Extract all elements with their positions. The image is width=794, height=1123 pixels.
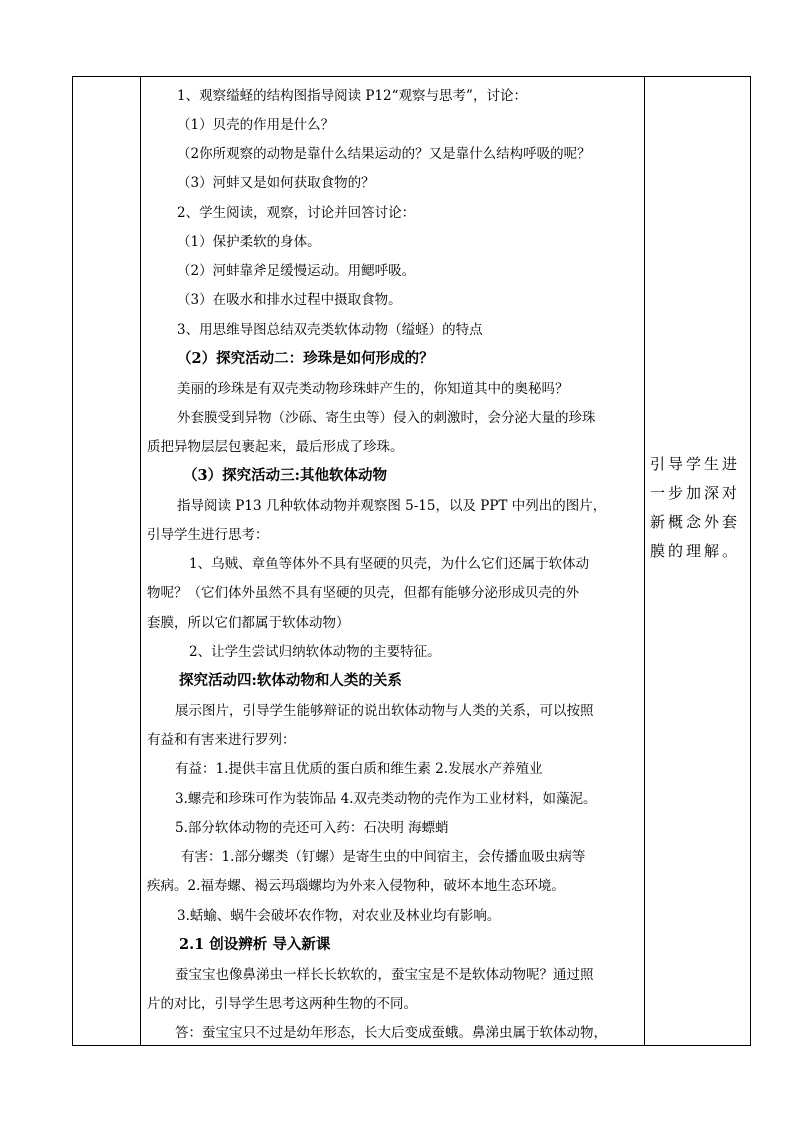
text-line: 3.螺壳和珍珠可作为装饰品 4.双壳类动物的壳作为工业材料，如藻泥。 [175, 791, 597, 807]
text-line: 3.蛞蝓、蜗牛会破坏农作物，对农业及林业均有影响。 [177, 908, 501, 924]
text-line: 疾病。2.福寿螺、褐云玛瑙螺均为外来入侵物种，破坏本地生态环境。 [147, 878, 565, 894]
text-line: （3）河蚌又是如何获取食物的？ [177, 175, 375, 191]
text-line: 蚕宝宝也像鼻涕虫一样长长软软的，蚕宝宝是不是软体动物呢？通过照 [175, 967, 594, 983]
section-heading: 2.1 创设辨析 导入新课 [179, 936, 331, 953]
text-line: 有益和有害来进行罗列： [147, 732, 296, 748]
section-heading: 探究活动四:软体动物和人类的关系 [179, 672, 402, 689]
side-note-line: 一步加深对 [650, 484, 741, 502]
text-line: （1）保护柔软的身体。 [177, 234, 321, 250]
side-note-line: 新概念外套 [650, 513, 741, 531]
text-line: 展示图片，引导学生能够辩证的说出软体动物与人类的关系，可以按照 [175, 703, 594, 719]
text-line: 2、学生阅读，观察，讨论并回答讨论： [177, 205, 416, 221]
text-line: （3）在吸水和排水过程中摄取食物。 [177, 292, 402, 308]
text-line: 2、让学生尝试归纳软体动物的主要特征。 [189, 644, 441, 660]
text-line: 外套膜受到异物（沙砾、寄生虫等）侵入的刺激时，会分泌大量的珍珠 [177, 410, 596, 426]
text-line: 美丽的珍珠是有双壳类动物珍珠蚌产生的，你知道其中的奥秘吗？ [177, 381, 569, 397]
text-line: （2你所观察的动物是靠什么结果运动的？又是靠什么结构呼吸的呢？ [177, 146, 591, 162]
text-line: 质把异物层层包裹起来，最后形成了珍珠。 [147, 439, 404, 455]
text-line: 片的对比，引导学生思考这两种生物的不同。 [147, 996, 417, 1012]
text-line: （1）贝壳的作用是什么？ [177, 117, 335, 133]
text-line: 答：蚕宝宝只不过是幼年形态，长大后变成蚕蛾。鼻涕虫属于软体动物， [175, 1025, 607, 1041]
lesson-table [72, 76, 751, 1046]
text-line: 有益：1.提供丰富且优质的蛋白质和维生素 2.发展水产养殖业 [175, 761, 543, 777]
text-line: 5.部分软体动物的壳还可入药：石决明 海螵蛸 [175, 820, 449, 836]
teaching-process-cell [141, 77, 646, 1045]
section-heading: （3）探究活动三:其他软体动物 [183, 467, 387, 484]
side-note-line: 膜的理解。 [650, 542, 741, 560]
side-note-line: 引导学生进 [650, 455, 741, 473]
text-line: （2）河蚌靠斧足缓慢运动。用鳃呼吸。 [177, 263, 416, 279]
text-line: 套膜，所以它们都属于软体动物） [147, 615, 350, 631]
text-line: 指导阅读 P13 几种软体动物并观察图 5-15，以及 PPT 中列出的图片， [177, 498, 607, 514]
text-line: 1、观察缢蛏的结构图指导阅读 P12“观察与思考”，讨论： [177, 88, 527, 104]
text-line: 3、用思维导图总结双壳类软体动物（缢蛏）的特点 [177, 322, 483, 338]
text-line: 物呢？（它们体外虽然不具有坚硬的贝壳，但都有能够分泌形成贝壳的外 [147, 585, 579, 601]
text-line: 有害：1.部分螺类（钉螺）是寄生虫的中间宿主，会传播血吸虫病等 [181, 849, 586, 865]
section-heading: （2）探究活动二：珍珠是如何形成的？ [177, 350, 434, 367]
text-line: 引导学生进行思考： [147, 527, 269, 543]
text-line: 1、乌贼、章鱼等体外不具有坚硬的贝壳，为什么它们还属于软体动 [189, 556, 590, 572]
